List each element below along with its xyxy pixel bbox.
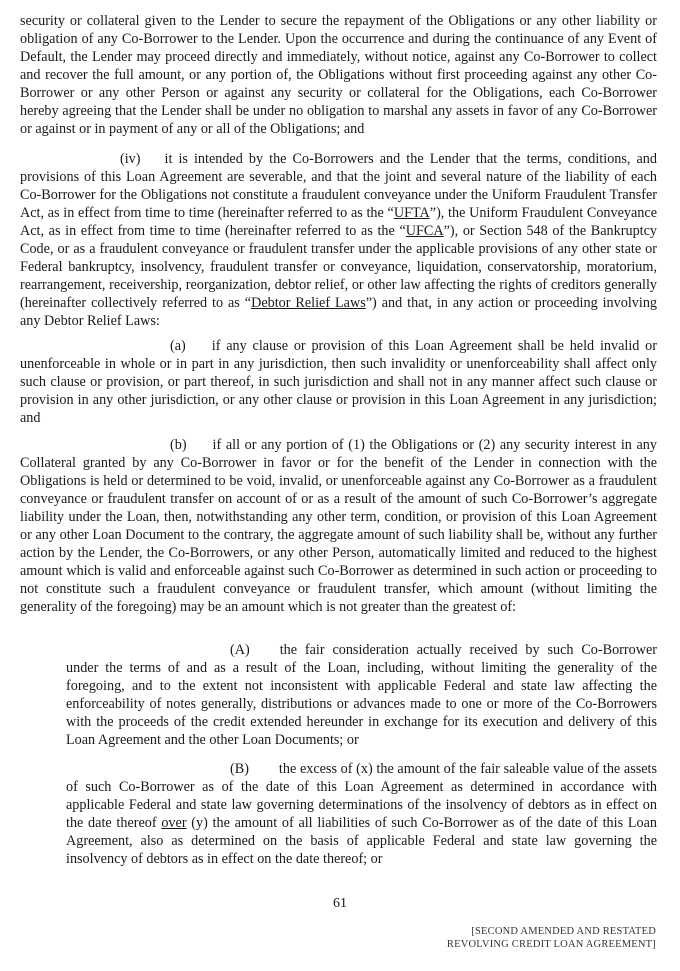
clause-a xyxy=(20,337,657,427)
clause-label: (a) xyxy=(170,338,186,354)
document-footer xyxy=(447,925,656,951)
emphasized-term-over: over xyxy=(161,815,187,831)
clause-text: it is intended by the Co-Borrowers and the Lender that the terms, conditions, and provisions of this Loan Agreement are severable, and that the joint and several nature of the liability of each Co-Borrower for the Obligations not constitute a fraudulent conveyance under the Uniform Fraudulent Transfer Act, as in effect from time to time (hereinafter referred to as the “ xyxy=(20,151,657,221)
defined-term-ufca: UFCA xyxy=(405,223,444,239)
clause-label: (B) xyxy=(230,761,249,777)
paragraph-text: security or collateral given to the Lender to secure the repayment of the Obligations or any other liability or obligation of any Co-Borrower to the Lender. Upon the occurrence and during the continuance of any Event of Default, the Lender may proceed directly and immediately, without notice, against any Co-Borrower to collect and recover the full amount, or any portion of, the Obligations without first proceeding against any other Co-Borrower or any other Person or against any security or collateral for the Obligations, each Co-Borrower hereby agreeing that the Lender shall be under no obligation to marshal any assets in favor of any Co-Borrower or against or in payment of any or all of the Obligations; and xyxy=(20,13,657,137)
clause-label: (iv) xyxy=(120,151,141,167)
clause-A xyxy=(66,641,657,749)
page-number: 61 xyxy=(333,896,347,911)
clause-label: (b) xyxy=(170,437,187,453)
defined-term-debtor-relief-laws: Debtor Relief Laws xyxy=(251,295,366,311)
clause-iv xyxy=(20,150,657,330)
clause-text: ”), or Section 548 of the Bankruptcy Code, or as a fraudulent conveyance or fraudulent transfer under the applicable provisions of any other state or Federal bankruptcy, insolvency, fraudulent transfer or conveyance, liquidation, conservatorship, moratorium, rearrangement, receivership, reorganization, debtor relief, or other law affecting the rights of creditors generally (hereinafter collectively referred to as “ xyxy=(20,223,657,311)
clause-label: (A) xyxy=(230,642,250,658)
footer-line-1: [SECOND AMENDED AND RESTATED xyxy=(471,926,656,937)
clause-text: the excess of (x) the amount of the fair saleable value of the assets of such Co-Borrower as of the date of this Loan Agreement as determined in accordance with applicable Federal and state law governing determinations of the insolvency of debtors as in effect on the date thereof xyxy=(66,761,657,831)
clause-text: the fair consideration actually received by such Co-Borrower under the terms of and as a result of the Loan, including, without limiting the generality of the foregoing, and to the extent not inconsistent with applicable Federal and state law affecting the enforceability of notes generally, distributions or advances made to one or more of the Co-Borrowers with the proceeds of the credit extended hereunder in exchange for its execution and delivery of this Loan Agreement and the other Loan Documents; or xyxy=(66,642,657,748)
clause-text: ”), the Uniform Fraudulent Conveyance Act, as in effect from time to time (hereinafter referred to as the “ xyxy=(20,205,657,239)
paragraph-continuation xyxy=(20,12,657,138)
clause-B xyxy=(66,760,657,868)
defined-term-uftа: UFTA xyxy=(393,205,430,221)
clause-text: if all or any portion of (1) the Obligations or (2) any security interest in any Collateral granted by any Co-Borrower in favor or for the benefit of the Lender in connection with the Obligations is held or determined to be void, invalid, or unenforceable against any Co-Borrower as a fraudulent conveyance or fraudulent transfer on account of or as a result of the amount of such Co-Borrower’s aggregate liability under the Loan, then, notwithstanding any other term, condition, or provision of this Loan Agreement or any other Loan Document to the contrary, the aggregate amount of such liability shall be, without any further action by the Lender, the Co-Borrowers, or any other Person, automatically limited and reduced to the highest amount which is valid and enforceable against such Co-Borrower as determined in such action or proceeding to not constitute such a fraudulent conveyance or fraudulent transfer, which amount (without limiting the generality of the foregoing) may be an amount which is not greater than the greatest of: xyxy=(20,437,657,615)
clause-b xyxy=(20,436,657,616)
clause-text: ”) and that, in any action or proceeding involving any Debtor Relief Laws: xyxy=(20,295,658,329)
clause-text: (y) the amount of all liabilities of such Co-Borrower as of the date of this Loan Agreement, also as determined on the basis of applicable Federal and state law governing the insolvency of debtors as in effect on the date thereof; or xyxy=(66,815,657,867)
footer-line-2: REVOLVING CREDIT LOAN AGREEMENT] xyxy=(446,939,656,950)
clause-text: if any clause or provision of this Loan Agreement shall be held invalid or unenforceable in whole or in part in any jurisdiction, then such invalidity or unenforceability shall affect only such clause or provision, or part thereof, in such jurisdiction and shall not in any manner affect such clause or provision in any other jurisdiction, or any other clause or provision in this Loan Agreement in any jurisdiction; and xyxy=(20,338,657,426)
